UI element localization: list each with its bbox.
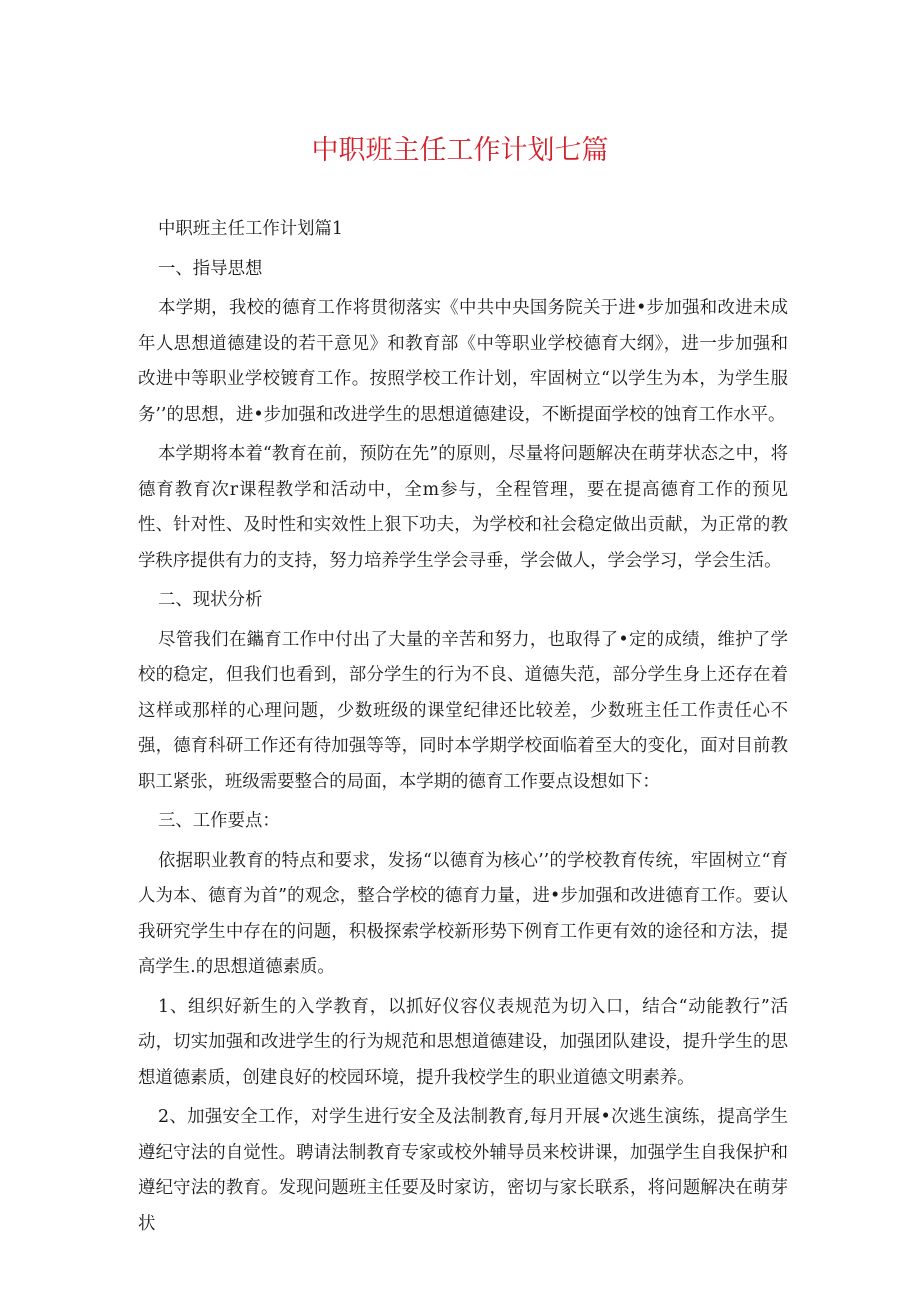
document-body: [138, 212, 788, 1246]
body-paragraph: 尽管我们在鑴育工作中付出了大量的辛苦和努力，也取得了•定的成绩，维护了学校的稳定，但我们也看到，部分学生的行为不良、道德失范，部分学生身上还存在着这样或那样的心理问题，少数班级的课堂纪律还比较差，少数班主任工作责任心不强，德育科研工作还有待加强等等，同时本学期学校面临着至大的变化，面对目前教职工紧张，班级需要整合的局面，本学期的德育工作要点设想如下：: [138, 629, 788, 792]
document-title: 中职班主任工作计划七篇: [311, 135, 609, 166]
numbered-paragraph: 2、加强安全工作，对学生进行安全及法制教育,每月开展•次逃生演练，提高学生遵纪守法的自觉性。聘请法制教育专家或校外辅导员来校讲课，加强学生自我保护和遵纪守法的教育。发现问题班主任要及时家访，密切与家长联系，将问题解决在萌芽状: [138, 1107, 788, 1234]
body-paragraph: 依据职业教育的特点和要求，发扬“以德育为核心’’的学校教育传统，牢固树立“育人为本、德育为首”的观念，整合学校的德育力量，进•步加强和改进德育工作。要认我研究学生中存在的问题，积极探索学校新形势下例育工作更有效的途径和方法，提高学生.的思想道德素质。: [138, 850, 788, 977]
section-heading: 中职班主任工作计划篇1: [158, 219, 343, 239]
section-heading: 一、指导思想: [158, 258, 263, 279]
body-paragraph: 本学期将本着“教育在前，预防在先”的原则，尽量将问题解决在萌芽状态之中，将德育教育次r课程教学和活动中，全m参与，全程管理，要在提高德育工作的预见性、针对性、及时性和实效性上狠下功夫，为学校和社会稳定做出贡献，为正常的教学秩序提供有力的支持，努力培养学生学会寻垂，学会做人，学会学习，学会生活。: [138, 444, 788, 571]
numbered-paragraph: 1、组织好新生的入学教育，以抓好仪容仪表规范为切入口，结合“动能教行”活动，切实加强和改进学生的行为规范和思想道德建设，加强团队建设，提升学生的思想道德素质，创建良好的校园环境，提升我校学生的职业道德文明素养。: [138, 996, 788, 1088]
section-heading: 二、现状分析: [158, 590, 263, 610]
body-paragraph: 本学期，我校的德育工作将贯彻落实《中共中央国务院关于进•步加强和改进未成年人思想道德建设的若干意见》和教育部《中等职业学校德育大纲》，进一步加强和改进中等职业学校镀育工作。按照学校工作计划，牢固树立“以学生为本，为学生服务’’的思想，进•步加强和改进学生的思想道德建设，不断提面学校的蚀育工作水平。: [138, 298, 788, 425]
section-heading: 三、工作要点：: [158, 811, 280, 831]
